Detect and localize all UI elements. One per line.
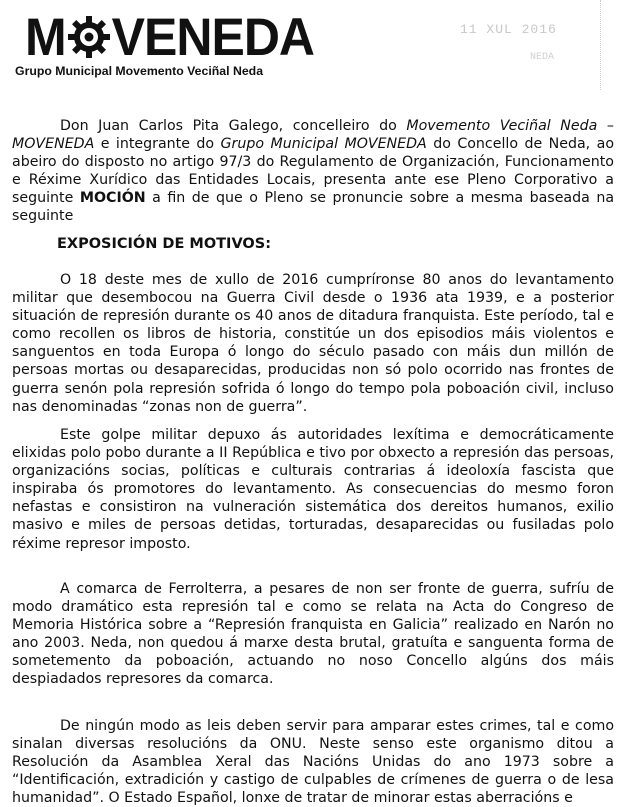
paragraph-2 — [12, 426, 614, 553]
intro-municipal-group: Grupo Municipal MOVENEDA — [220, 136, 427, 153]
paragraph-text: De ningún modo as leis deben servir para amparar estes crimes, tal e como sinalan diversas resolucións da ONU. Neste senso este organismo ditou a Resolución da Asamblea Xeral das Nacións Unidas do ano 1973 sobre a “Identificación, extradición y castigo de culpables de crímenes de guerra o de lesa humanidad”. O Estado Español, lonxe de tratar de minorar estas aberracións e — [12, 718, 614, 807]
letterhead-subtitle: Grupo Municipal Movemento Veciñal Neda — [15, 64, 264, 78]
intro-text: Don Juan Carlos Pita Galego, concelleiro do — [60, 118, 407, 134]
paragraph-text: Este golpe militar depuxo ás autoridades lexítima e democráticamente elixidas polo pobo durante a II República e tivo por obxecto a represión das persoas, organizacións socias, políticas e culturais contrarias á ideoloxía fascista que inspiraba ós promotores do levantamento. As consecuencias do mesmo foron nefastas e consistiron na vulneración sistemática dos dereitos humanos, exilio masivo e miles de persoas detidas, torturadas, desaparecidas ou fusiladas polo réxime represor imposto. — [12, 427, 614, 552]
motion-keyword: MOCIÓN — [79, 190, 146, 207]
intro-text: a fin de que o Pleno se pronuncie sobre a mesma baseada na seguinte — [12, 190, 615, 225]
paragraph-3 — [12, 580, 614, 689]
section-heading: EXPOSICIÓN DE MOTIVOS: — [57, 236, 271, 252]
paragraph-1 — [12, 271, 614, 416]
paragraph-text: A comarca de Ferrolterra, a pesares de non ser fronte de guerra, sufríu de modo dramático esta represión tal e como se relata na Acta do Congreso de Memoria Histórica sobre a “Represión franquista en Galicia” realizado en Narón no ano 2003. Neda, non quedou á marxe desta brutal, gratuíta e sanguenta forma de sometemento da poboación, actuando no noso Concello algúns dos máis despiadados represores da comarca. — [12, 581, 614, 688]
paragraph-4 — [12, 717, 614, 807]
registry-stamp-date: 11 XUL 2016 — [460, 22, 557, 37]
logo-text-start: M — [25, 7, 66, 67]
paragraph-text: O 18 deste mes de xullo de 2016 cumpríronse 80 anos do levantamento militar que desembocou na Guerra Civil desde o 1936 ata 1939, e a posterior situación de represión durante os 40 anos de ditadura franquista. Este período, tal e como recollen os libros de historia, constitúe un dos episodios máis violentos e sanguentos en toda Europa ó longo do século pasado con máis dun millón de persoas mortas ou desaparecidas, producidas non só polo ocorrido nas frontes de guerra senón pola represión sofrida ó longo do tempo pola poboación civil, incluso nas denominadas “zonas non de guerra”. — [12, 272, 614, 415]
gear-icon — [67, 15, 111, 59]
logo-text-end: VENEDA — [111, 7, 315, 67]
intro-text: do Concello de Neda, ao abeiro do disposto no artigo 97/3 do Regulamento de Organización, Funcionamento e Réxime Xurídico das Entidades Locais, presenta ante ese Pleno Corporativo a seguinte — [12, 136, 614, 207]
intro-paragraph — [12, 117, 614, 226]
moveneda-logo — [25, 7, 315, 67]
stamp-border — [600, 0, 602, 90]
intro-text: e integrante do — [94, 136, 221, 153]
registry-stamp-note: NEDA — [530, 52, 555, 63]
intro-group-name: Movemento Veciñal Neda – MOVENEDA — [12, 118, 614, 153]
